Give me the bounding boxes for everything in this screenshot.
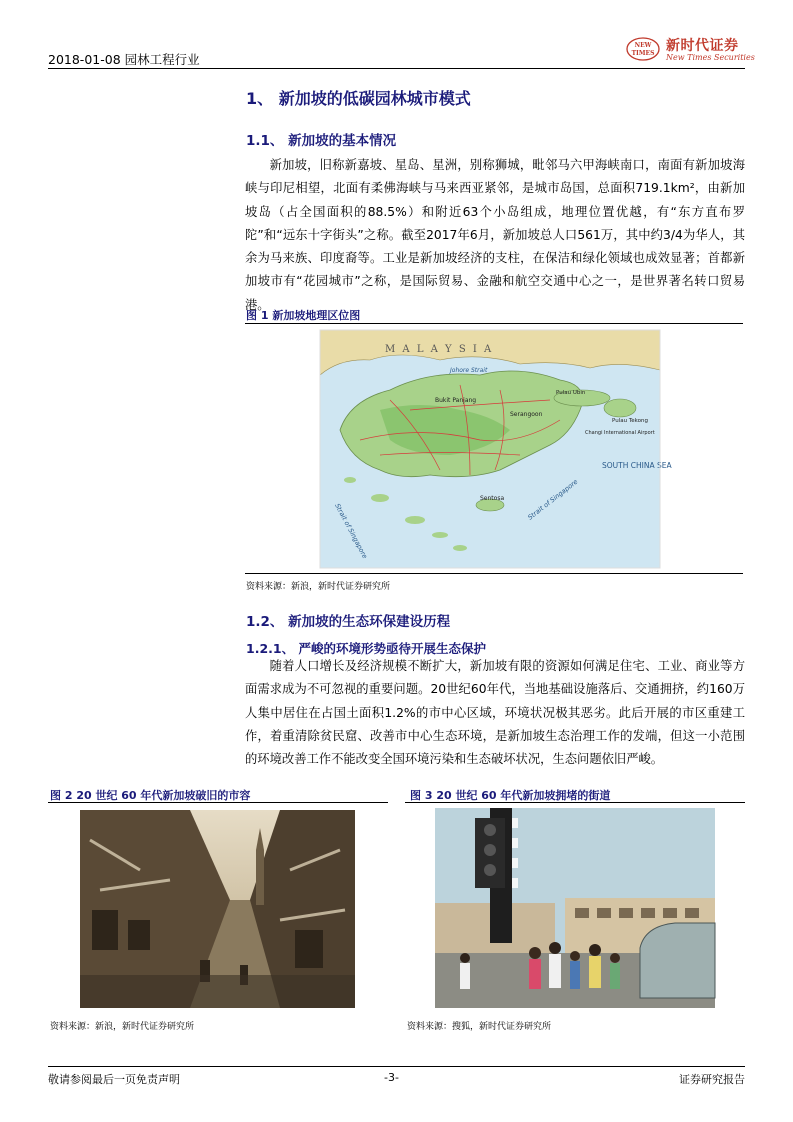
singapore-map-image (320, 330, 672, 568)
header-date-industry: 2018-01-08 园林工程行业 (48, 52, 200, 67)
crowded-street-photo (435, 808, 715, 1008)
map-label-bukit-panjang: Bukit Panjang (435, 397, 477, 404)
company-logo (626, 34, 755, 64)
logo-english-name: New Times Securities (666, 53, 755, 62)
figure-2-top-rule (48, 802, 388, 803)
section-1-2-heading: 1.2、 新加坡的生态环保建设历程 (246, 614, 451, 630)
map-label-south-china-sea: SOUTH CHINA SEA (602, 461, 672, 470)
map-label-pulau-ubin: Pulau Ubin (556, 390, 586, 396)
figure-3-caption: 图 3 20 世纪 60 年代新加坡拥堵的街道 (410, 789, 611, 802)
map-label-pulau-tekong: Pulau Tekong (612, 418, 648, 424)
figure-1-caption: 图 1 新加坡地理区位图 (246, 309, 361, 322)
header-rule (48, 68, 745, 69)
figure-3-source: 资料来源：搜狐，新时代证券研究所 (407, 1022, 552, 1032)
svg-text:NEW: NEW (634, 42, 652, 49)
map-label-strait-singapore-east: Strait of Singapore (526, 477, 580, 522)
footer-disclaimer-link: 敬请参阅最后一页免责声明 (48, 1073, 180, 1086)
map-label-serangoon: Serangoon (510, 411, 543, 418)
logo-badge-icon (626, 36, 660, 62)
figure-1-top-rule (245, 323, 743, 324)
section-1-1-text: 新加坡，旧称新嘉坡、星岛、星洲，别称狮城，毗邻马六甲海峡南口，南面有新加坡海峡与印尼相望，北面有柔佛海峡与马来西亚紧邻，是城市岛国，总面积719.1km²，由新加坡岛（占全国面积的88.5%）和附近63个小岛组成，地理位置优越，有“东方直布罗陀”和“远东十字街头”之称。截至2017年6月，新加坡总人口561万，其中约3/4为华人，其余为马来族、印度裔等。工业是新加坡经济的支柱，在保洁和绿化领域也成效显著；首都新加坡市有“花园城市”之称，是国际贸易、金融和航空交通中心之一，是世界著名转口贸易港。 (245, 158, 746, 312)
old-singapore-street-photo (80, 810, 355, 1008)
figure-2-caption: 图 2 20 世纪 60 年代新加坡破旧的市容 (50, 789, 251, 802)
figure-1-bottom-rule (245, 573, 743, 574)
map-label-sentosa: Sentosa (480, 495, 505, 502)
logo-chinese-name: 新时代证券 (666, 38, 739, 54)
map-label-johor-strait: Johore Strait (450, 367, 488, 374)
footer-report-type: 证券研究报告 (679, 1073, 745, 1086)
map-label-strait-singapore-west: Strait of Singapore (333, 502, 369, 560)
map-label-changi: Changi International Airport (585, 430, 655, 436)
svg-text:TIMES: TIMES (631, 50, 655, 57)
figure-2-source: 资料来源：新浪，新时代证券研究所 (50, 1022, 195, 1032)
section-1-1-paragraph (245, 154, 745, 317)
footer-page-number: -3- (384, 1071, 399, 1084)
figure-1-source: 资料来源：新浪，新时代证券研究所 (246, 582, 391, 592)
map-label-malaysia: M A L A Y S I A (385, 344, 494, 355)
section-1-2-1-heading: 1.2.1、 严峻的环境形势亟待开展生态保护 (246, 641, 486, 656)
figure-3-top-rule (405, 802, 745, 803)
section-1-2-1-paragraph (245, 655, 745, 771)
footer-rule (48, 1066, 745, 1067)
section-1-heading: 1、 新加坡的低碳园林城市模式 (246, 89, 471, 108)
section-1-1-heading: 1.1、 新加坡的基本情况 (246, 133, 397, 149)
section-1-2-1-text: 随着人口增长及经济规模不断扩大，新加坡有限的资源如何满足住宅、工业、商业等方面需求成为不可忽视的重要问题。20世纪60年代，当地基础设施落后、交通拥挤，约160万人集中居住在占国土面积1.2%的市中心区域，环境状况极其恶劣。此后开展的市区重建工作，着重清除贫民窟、改善市中心生态环境，是新加坡生态治理工作的发端，但这一小范围的环境改善工作不能改变全国环境污染和生态破坏状况，生态问题依旧严峻。 (245, 659, 745, 767)
